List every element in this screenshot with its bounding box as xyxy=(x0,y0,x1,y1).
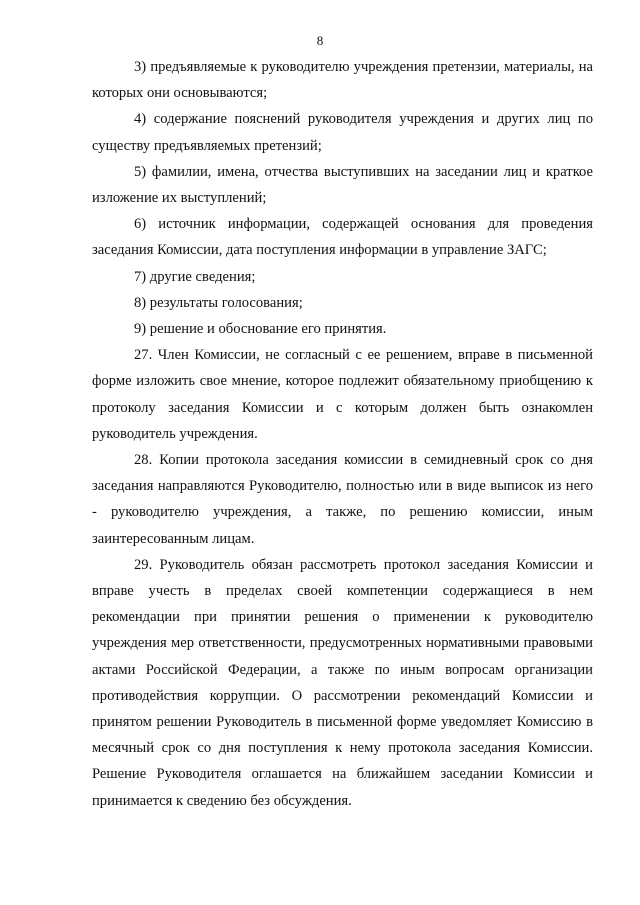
list-item-9-decision: 9) решение и обоснование его принятия. xyxy=(134,321,387,338)
list-item-6-information-source: 6) источник информации, содержащей основания для проведения заседания Комиссии, дата поступления информации в управление ЗАГС; xyxy=(92,216,593,259)
clause-29: 29. Руководитель обязан рассмотреть протокол заседания Комиссии и вправе учесть в пределах своей компетенции содержащиеся в нем рекомендации при принятии решения о применении к руководителю учреждения мер ответственности, предусмотренных нормативными правовыми актами Российской Федерации, а также по иным вопросам организации противодействия коррупции. О рассмотрении рекомендаций Комиссии и принятом решении Руководитель в письменной форме уведомляет Комиссию в месячный срок со дня поступления к нему протокола заседания Комиссии. Решение Руководителя оглашается на ближайшем заседании Комиссии и принимается к сведению без обсуждения. xyxy=(92,556,593,809)
list-item-5-speakers: 5) фамилии, имена, отчества выступивших на заседании лиц и краткое изложение их выступлений; xyxy=(92,163,593,207)
list-item-3-claims: 3) предъявляемые к руководителю учреждения претензии, материалы, на которых они основываются; xyxy=(92,59,593,102)
document-body xyxy=(92,54,593,814)
list-item-4-explanations: 4) содержание пояснений руководителя учреждения и других лиц по существу предъявляемых претензий; xyxy=(92,111,593,154)
clause-28: 28. Копии протокола заседания комиссии в семидневный срок со дня заседания направляются Руководителю, полностью или в виде выписок из него - руководителю учреждения, а также, по решению комиссии, иным заинтересованным лицам. xyxy=(92,452,593,547)
list-item-7-other: 7) другие сведения; xyxy=(134,268,256,285)
clause-27: 27. Член Комиссии, не согласный с ее решением, вправе в письменной форме изложить свое мнение, которое подлежит обязательному приобщению к протоколу заседания Комиссии и с которым должен быть ознакомлен руководитель учреждения. xyxy=(92,347,593,442)
list-item-8-voting: 8) результаты голосования; xyxy=(134,294,303,311)
page-number: 8 xyxy=(316,33,324,48)
